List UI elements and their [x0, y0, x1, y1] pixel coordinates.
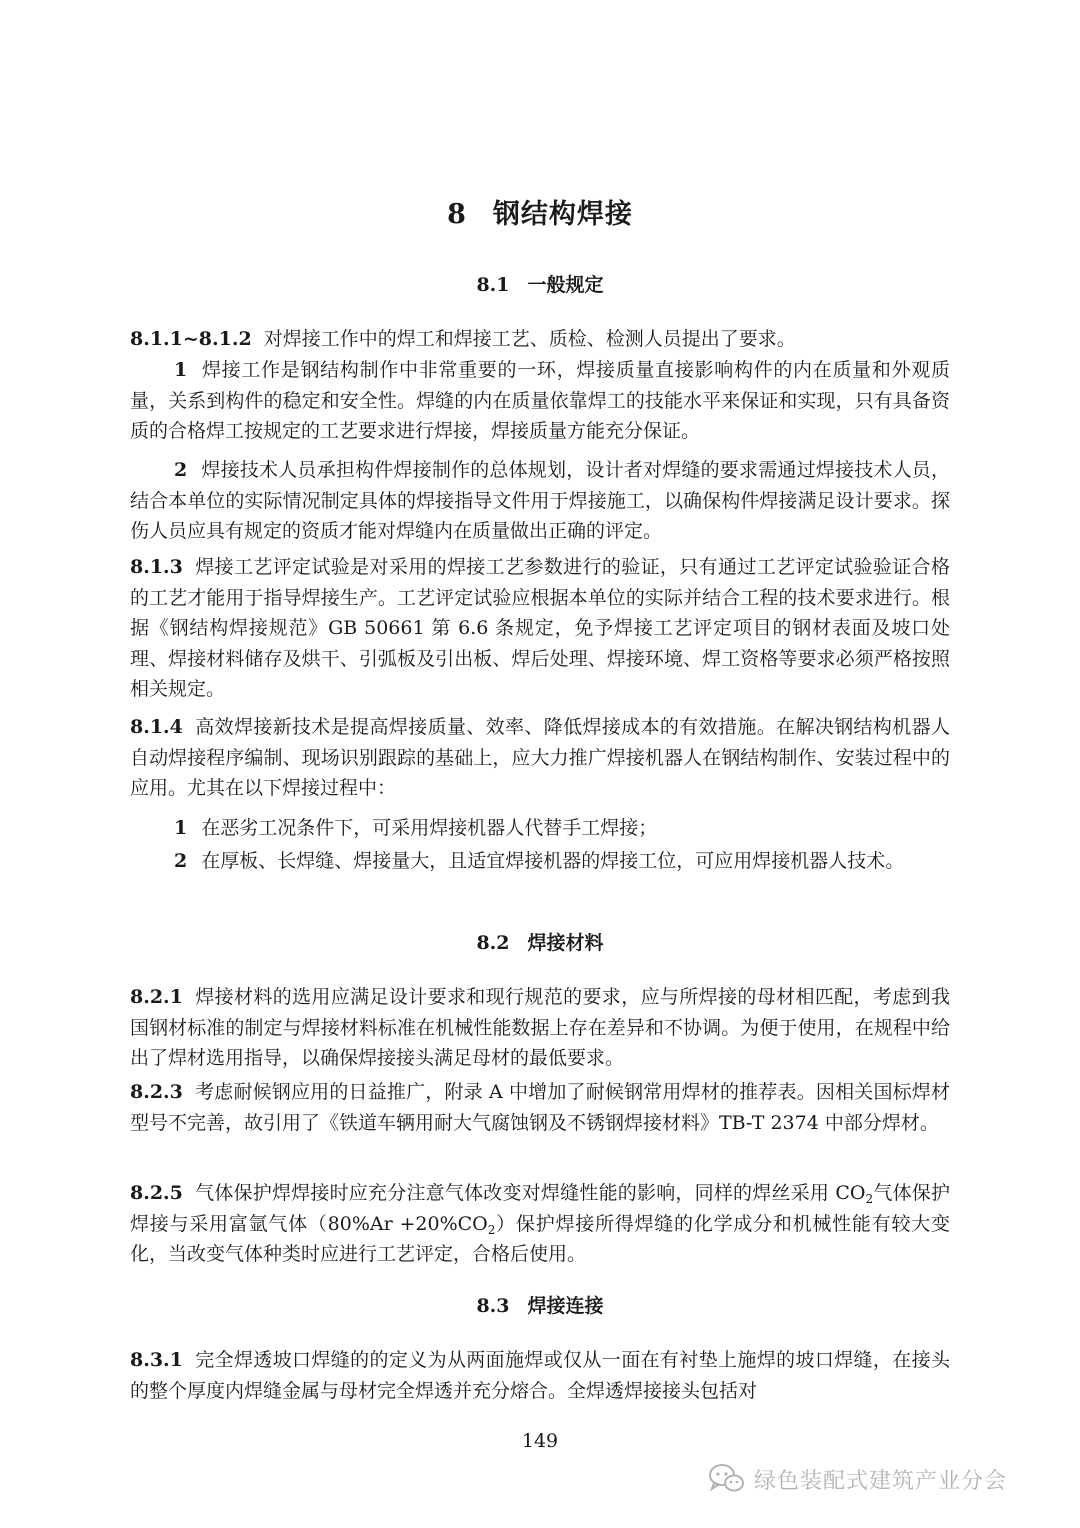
clause-text: 焊接材料的选用应满足设计要求和现行规范的要求，应与所焊接的母材相匹配，考虑到我国钢材标准的制定与焊接材料标准在机械性能数据上存在差异和不协调。为便于使用，在规程中给出了焊材选用指导，以确保焊接接头满足母材的最低要求。	[130, 986, 950, 1069]
item-index: 2	[174, 459, 188, 481]
clause-text: 对焊接工作中的焊工和焊接工艺、质检、检测人员提出了要求。	[263, 328, 796, 350]
item-text: 在厚板、长焊缝、焊接量大，且适宜焊接机器的焊接工位，可应用焊接机器人技术。	[201, 850, 905, 872]
clause-8-1-1-item-2	[130, 455, 950, 547]
item-text: 焊接工作是钢结构制作中非常重要的一环，焊接质量直接影响构件的内在质量和外观质量，关系到构件的稳定和安全性。焊缝的内在质量依靠焊工的技能水平来保证和实现，只有具备资质的合格焊工按规定的工艺要求进行焊接，焊接质量方能充分保证。	[130, 359, 950, 442]
section-title-8-3	[0, 1291, 1080, 1318]
item-index: 1	[174, 817, 188, 839]
clause-text: 完全焊透坡口焊缝的的定义为从两面施焊或仅从一面在有衬垫上施焊的坡口焊缝，在接头的整个厚度内焊缝金属与母材完全焊透并充分熔合。全焊透焊接接头包括对	[130, 1349, 950, 1402]
chapter-number: 8	[447, 199, 467, 230]
clause-id: 8.2.5	[130, 1182, 183, 1204]
section-title-8-2	[0, 928, 1080, 955]
clause-8-2-3	[130, 1077, 950, 1138]
clause-text-part-b: 气体保护焊接与采用富氩气体（80%Ar +20%CO	[130, 1182, 950, 1235]
section-number: 8.3	[476, 1295, 510, 1317]
clause-text-part-c: ）保护焊接所得焊缝的化学成分和机械性能有较大变化，当改变气体种类时应进行工艺评定，合格后使用。	[130, 1212, 950, 1265]
item-index: 1	[174, 359, 188, 381]
watermark	[708, 1459, 1007, 1499]
clause-8-1-4-item-2	[130, 846, 950, 877]
clause-8-1-4-item-1	[130, 813, 950, 844]
item-index: 2	[174, 850, 188, 872]
clause-id: 8.1.4	[130, 716, 183, 738]
item-text: 在恶劣工况条件下，可采用焊接机器人代替手工焊接；	[201, 817, 658, 839]
clause-text: 高效焊接新技术是提高焊接质量、效率、降低焊接成本的有效措施。在解决钢结构机器人自动焊接程序编制、现场识别跟踪的基础上，应大力推广焊接机器人在钢结构制作、安装过程中的应用。尤其在以下焊接过程中：	[130, 716, 950, 799]
clause-text-part-a: 气体保护焊焊接时应充分注意气体改变对焊缝性能的影响，同样的焊丝采用 CO	[194, 1182, 866, 1204]
chapter-title	[0, 192, 1080, 231]
clause-8-1-1	[130, 324, 950, 355]
clause-8-1-1-item-1	[130, 355, 950, 447]
subscript-2: 2	[865, 1192, 874, 1206]
clause-id: 8.2.1	[130, 986, 183, 1008]
section-number: 8.1	[476, 274, 510, 296]
clause-8-2-5	[130, 1178, 950, 1270]
clause-id: 8.1.1~8.1.2	[130, 328, 252, 350]
watermark-text: 绿色装配式建筑产业分会	[754, 1468, 1008, 1494]
chapter-title-text: 钢结构焊接	[492, 199, 633, 230]
clause-text: 焊接工艺评定试验是对采用的焊接工艺参数进行的验证，只有通过工艺评定试验验证合格的工艺才能用于指导焊接生产。工艺评定试验应根据本单位的实际并结合工程的技术要求进行。根据《钢结构焊接规范》GB 50661 第 6.6 条规定，免予焊接工艺评定项目的钢材表面及坡口处理、焊接材料储存及烘干、引弧板及引出板、焊后处理、焊接环境、焊工资格等要求必须严格按照相关规定。	[130, 556, 950, 700]
wechat-icon	[708, 1463, 746, 1495]
item-text: 焊接技术人员承担构件焊接制作的总体规划，设计者对焊缝的要求需通过焊接技术人员，结合本单位的实际情况制定具体的焊接指导文件用于焊接施工，以确保构件焊接满足设计要求。探伤人员应具有规定的资质才能对焊缝内在质量做出正确的评定。	[130, 459, 950, 542]
section-number: 8.2	[476, 932, 510, 954]
subscript-2: 2	[487, 1222, 496, 1237]
section-title-8-1	[0, 270, 1080, 297]
clause-text: 考虑耐候钢应用的日益推广，附录 A 中增加了耐候钢常用焊材的推荐表。因相关国标焊材型号不完善，故引用了《铁道车辆用耐大气腐蚀钢及不锈钢焊接材料》TB-T 2374 中部分焊材。	[130, 1081, 950, 1134]
clause-8-2-1	[130, 982, 950, 1074]
section-title-text: 焊接材料	[527, 932, 604, 954]
clause-id: 8.3.1	[130, 1349, 183, 1371]
clause-id: 8.1.3	[130, 556, 183, 578]
clause-8-1-3	[130, 552, 950, 705]
clause-8-1-4	[130, 712, 950, 804]
clause-8-3-1	[130, 1345, 950, 1406]
clause-id: 8.2.3	[130, 1081, 183, 1103]
section-title-text: 焊接连接	[527, 1295, 604, 1317]
section-title-text: 一般规定	[527, 274, 604, 296]
page-number: 149	[521, 1430, 559, 1452]
